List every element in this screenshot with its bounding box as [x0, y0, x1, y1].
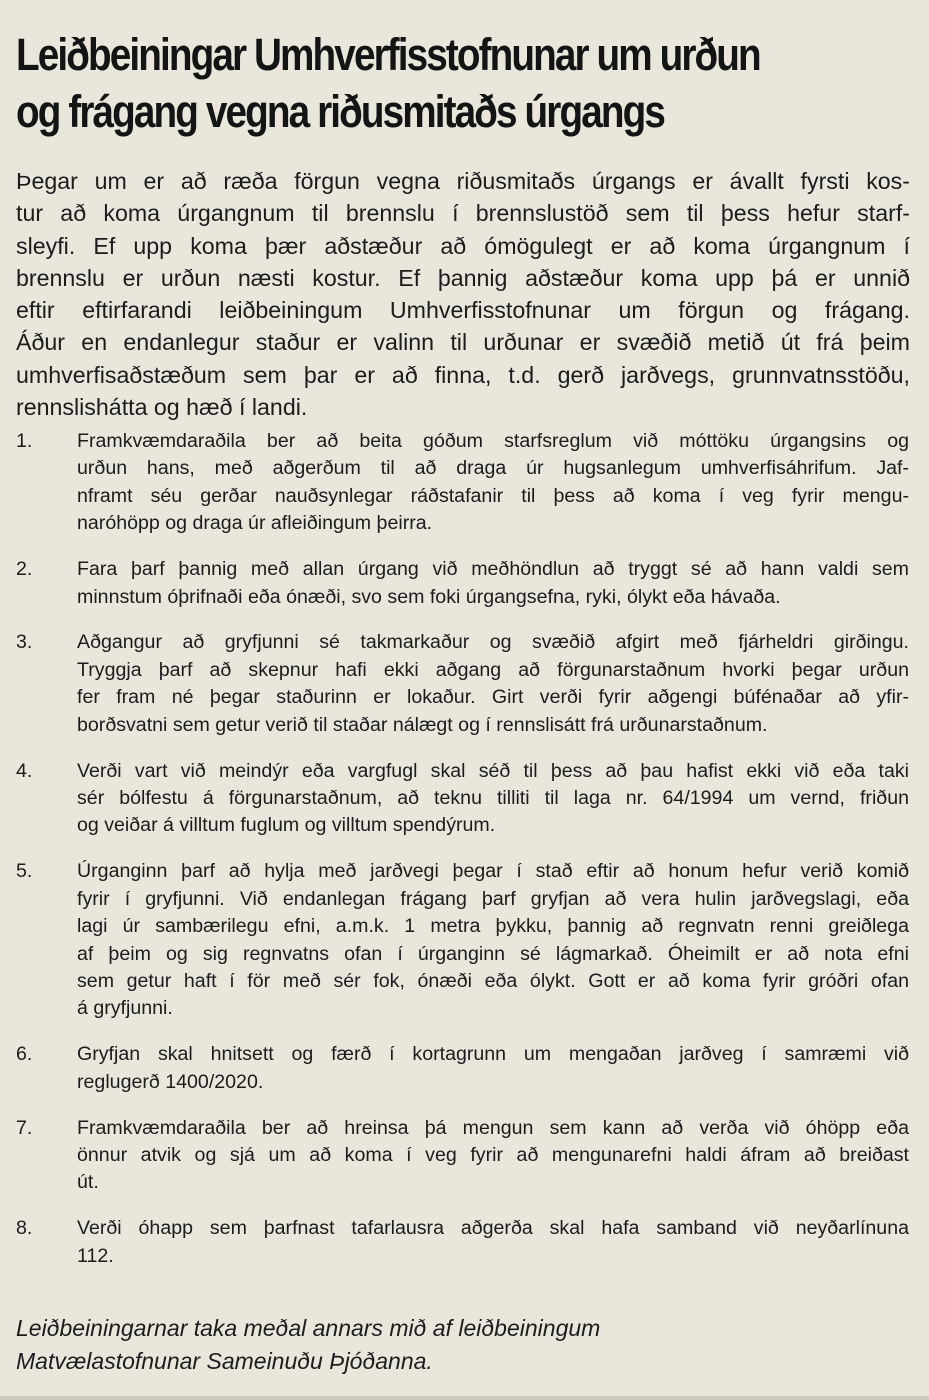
- item-text: [77, 556, 909, 611]
- item-line: af þeim og sig regnvatns ofan í úrganginn sé lágmarkað. Óheimilt er að nota efni: [77, 942, 909, 965]
- intro-line: rennslishátta og hæð í landi.: [16, 394, 308, 421]
- title-line: og frágang vegna riðusmitaðs úrgangs: [16, 86, 664, 137]
- intro-line: eftir eftirfarandi leiðbeiningum Umhverfisstofnunar um förgun og frágang.: [16, 297, 910, 324]
- intro-line: umhverfisaðstæðum sem þar er að finna, t.d. gerð jarðvegs, grunnvatnsstöðu,: [16, 361, 910, 388]
- item-number: 8.: [16, 1217, 33, 1240]
- item-text: [77, 858, 909, 1022]
- list-item: [0, 556, 909, 611]
- item-number: 1.: [16, 430, 33, 452]
- list-item: [0, 758, 909, 840]
- list-item: [0, 858, 909, 1022]
- item-number: 5.: [16, 860, 33, 883]
- item-line: fyrir í gryfjunni. Við endanlegan frágang þarf gryfjan að vera hulin jarðvegslagi, eða: [77, 887, 909, 910]
- item-line: á gryfjunni.: [77, 997, 173, 1020]
- list-item: [0, 629, 909, 739]
- item-line: Úrganginn þarf að hylja með jarðvegi þegar í stað eftir að honum hefur verið komið: [77, 860, 909, 883]
- intro-paragraph: [16, 165, 910, 423]
- item-number: 2.: [16, 558, 33, 581]
- footnote-line: Leiðbeiningarnar taka meðal annars mið af leiðbeiningum: [16, 1315, 601, 1341]
- item-line: sér bólfestu á förgunarstaðnum, að teknu tilliti til laga nr. 64/1994 um vernd, friðun: [77, 786, 909, 809]
- item-line: Fara þarf þannig með allan úrgang við meðhöndlun að tryggt sé að hann valdi sem: [77, 558, 909, 581]
- item-line: önnur atvik og sjá um að koma í veg fyrir að mengunarefni haldi áfram að breiðast: [77, 1143, 909, 1166]
- item-text: [77, 758, 909, 840]
- item-line: nframt séu gerðar nauðsynlegar ráðstafanir til þess að koma í veg fyrir mengu-: [77, 484, 909, 507]
- item-line: minnstum óþrifnaði eða ónæði, svo sem foki úrgangsefna, ryki, ólykt eða hávaða.: [77, 585, 781, 608]
- item-line: Verði óhapp sem þarfnast tafarlausra aðgerða skal hafa samband við neyðarlínuna: [77, 1217, 909, 1240]
- intro-line: brennslu er urðun næsti kostur. Ef þannig aðstæður koma upp þá er unnið: [16, 264, 910, 291]
- title-line: Leiðbeiningar Umhverfisstofnunar um urðun: [16, 29, 760, 80]
- page-title: [16, 26, 790, 140]
- list-item: [0, 1115, 909, 1197]
- item-number: 7.: [16, 1116, 33, 1139]
- item-number: 3.: [16, 631, 33, 654]
- intro-line: Áður en endanlegur staður er valinn til urðunar er svæðið metið út frá þeim: [16, 329, 910, 356]
- item-text: [77, 629, 909, 739]
- item-line: út.: [77, 1171, 99, 1194]
- item-line: 112.: [77, 1244, 114, 1267]
- item-line: Tryggja þarf að skepnur hafi ekki aðgang að förgunarstaðnum hvorki þegar urðun: [77, 658, 909, 681]
- item-line: fer fram né þegar staðurinn er lokaður. Girt verði fyrir aðgengi búfénaðar að yfir-: [77, 686, 909, 709]
- item-text: [77, 1215, 909, 1270]
- list-item: [0, 428, 909, 538]
- item-line: reglugerð 1400/2020.: [77, 1070, 264, 1093]
- item-number: 6.: [16, 1043, 33, 1066]
- item-line: og veiðar á villtum fuglum og villtum spendýrum.: [77, 814, 496, 837]
- list-item: [0, 1041, 909, 1096]
- item-line: borðsvatni sem getur verið til staðar nálægt og í rennslisátt frá urðunarstaðnum.: [77, 713, 768, 736]
- guidelines-list: [0, 428, 929, 1289]
- item-line: Framkvæmdaraðila ber að hreinsa þá mengun sem kann að verða við óhöpp eða: [77, 1116, 909, 1139]
- item-number: 4.: [16, 759, 33, 782]
- item-text: [77, 428, 909, 538]
- list-item: [0, 1215, 909, 1270]
- intro-line: tur að koma úrgangnum til brennslu í brennslustöð sem til þess hefur starf-: [16, 200, 910, 227]
- item-line: naróhöpp og draga úr afleiðingum þeirra.: [77, 512, 433, 535]
- item-text: [77, 1041, 909, 1096]
- item-line: Gryfjan skal hnitsett og færð í kortagrunn um mengaðan jarðveg í samræmi við: [77, 1043, 909, 1066]
- intro-line: sleyfi. Ef upp koma þær aðstæður að ómögulegt er að koma úrgangnum í: [16, 232, 910, 259]
- item-line: urðun hans, með aðgerðum til að draga úr hugsanlegum umhverfisáhrifum. Jaf-: [77, 457, 909, 480]
- item-line: Framkvæmdaraðila ber að beita góðum starfsreglum við móttöku úrgangsins og: [77, 430, 909, 452]
- item-text: [77, 1115, 909, 1197]
- source-footnote: [16, 1312, 600, 1378]
- item-line: sem getur haft í för með sér fok, ónæði eða ólykt. Gott er að koma fyrir gróðri ofan: [77, 969, 909, 992]
- item-line: Verði vart við meindýr eða vargfugl skal séð til þess að þau hafist ekki við eða taki: [77, 759, 909, 782]
- item-line: Aðgangur að gryfjunni sé takmarkaður og svæðið afgirt með fjárheldri girðingu.: [77, 631, 909, 654]
- footnote-line: Matvælastofnunar Sameinuðu Þjóðanna.: [16, 1348, 433, 1374]
- intro-line: Þegar um er að ræða förgun vegna riðusmitaðs úrgangs er ávallt fyrsti kos-: [16, 168, 910, 194]
- item-line: lagi úr sambærilegu efni, a.m.k. 1 metra þykku, þannig að regnvatn renni greiðlega: [77, 915, 909, 938]
